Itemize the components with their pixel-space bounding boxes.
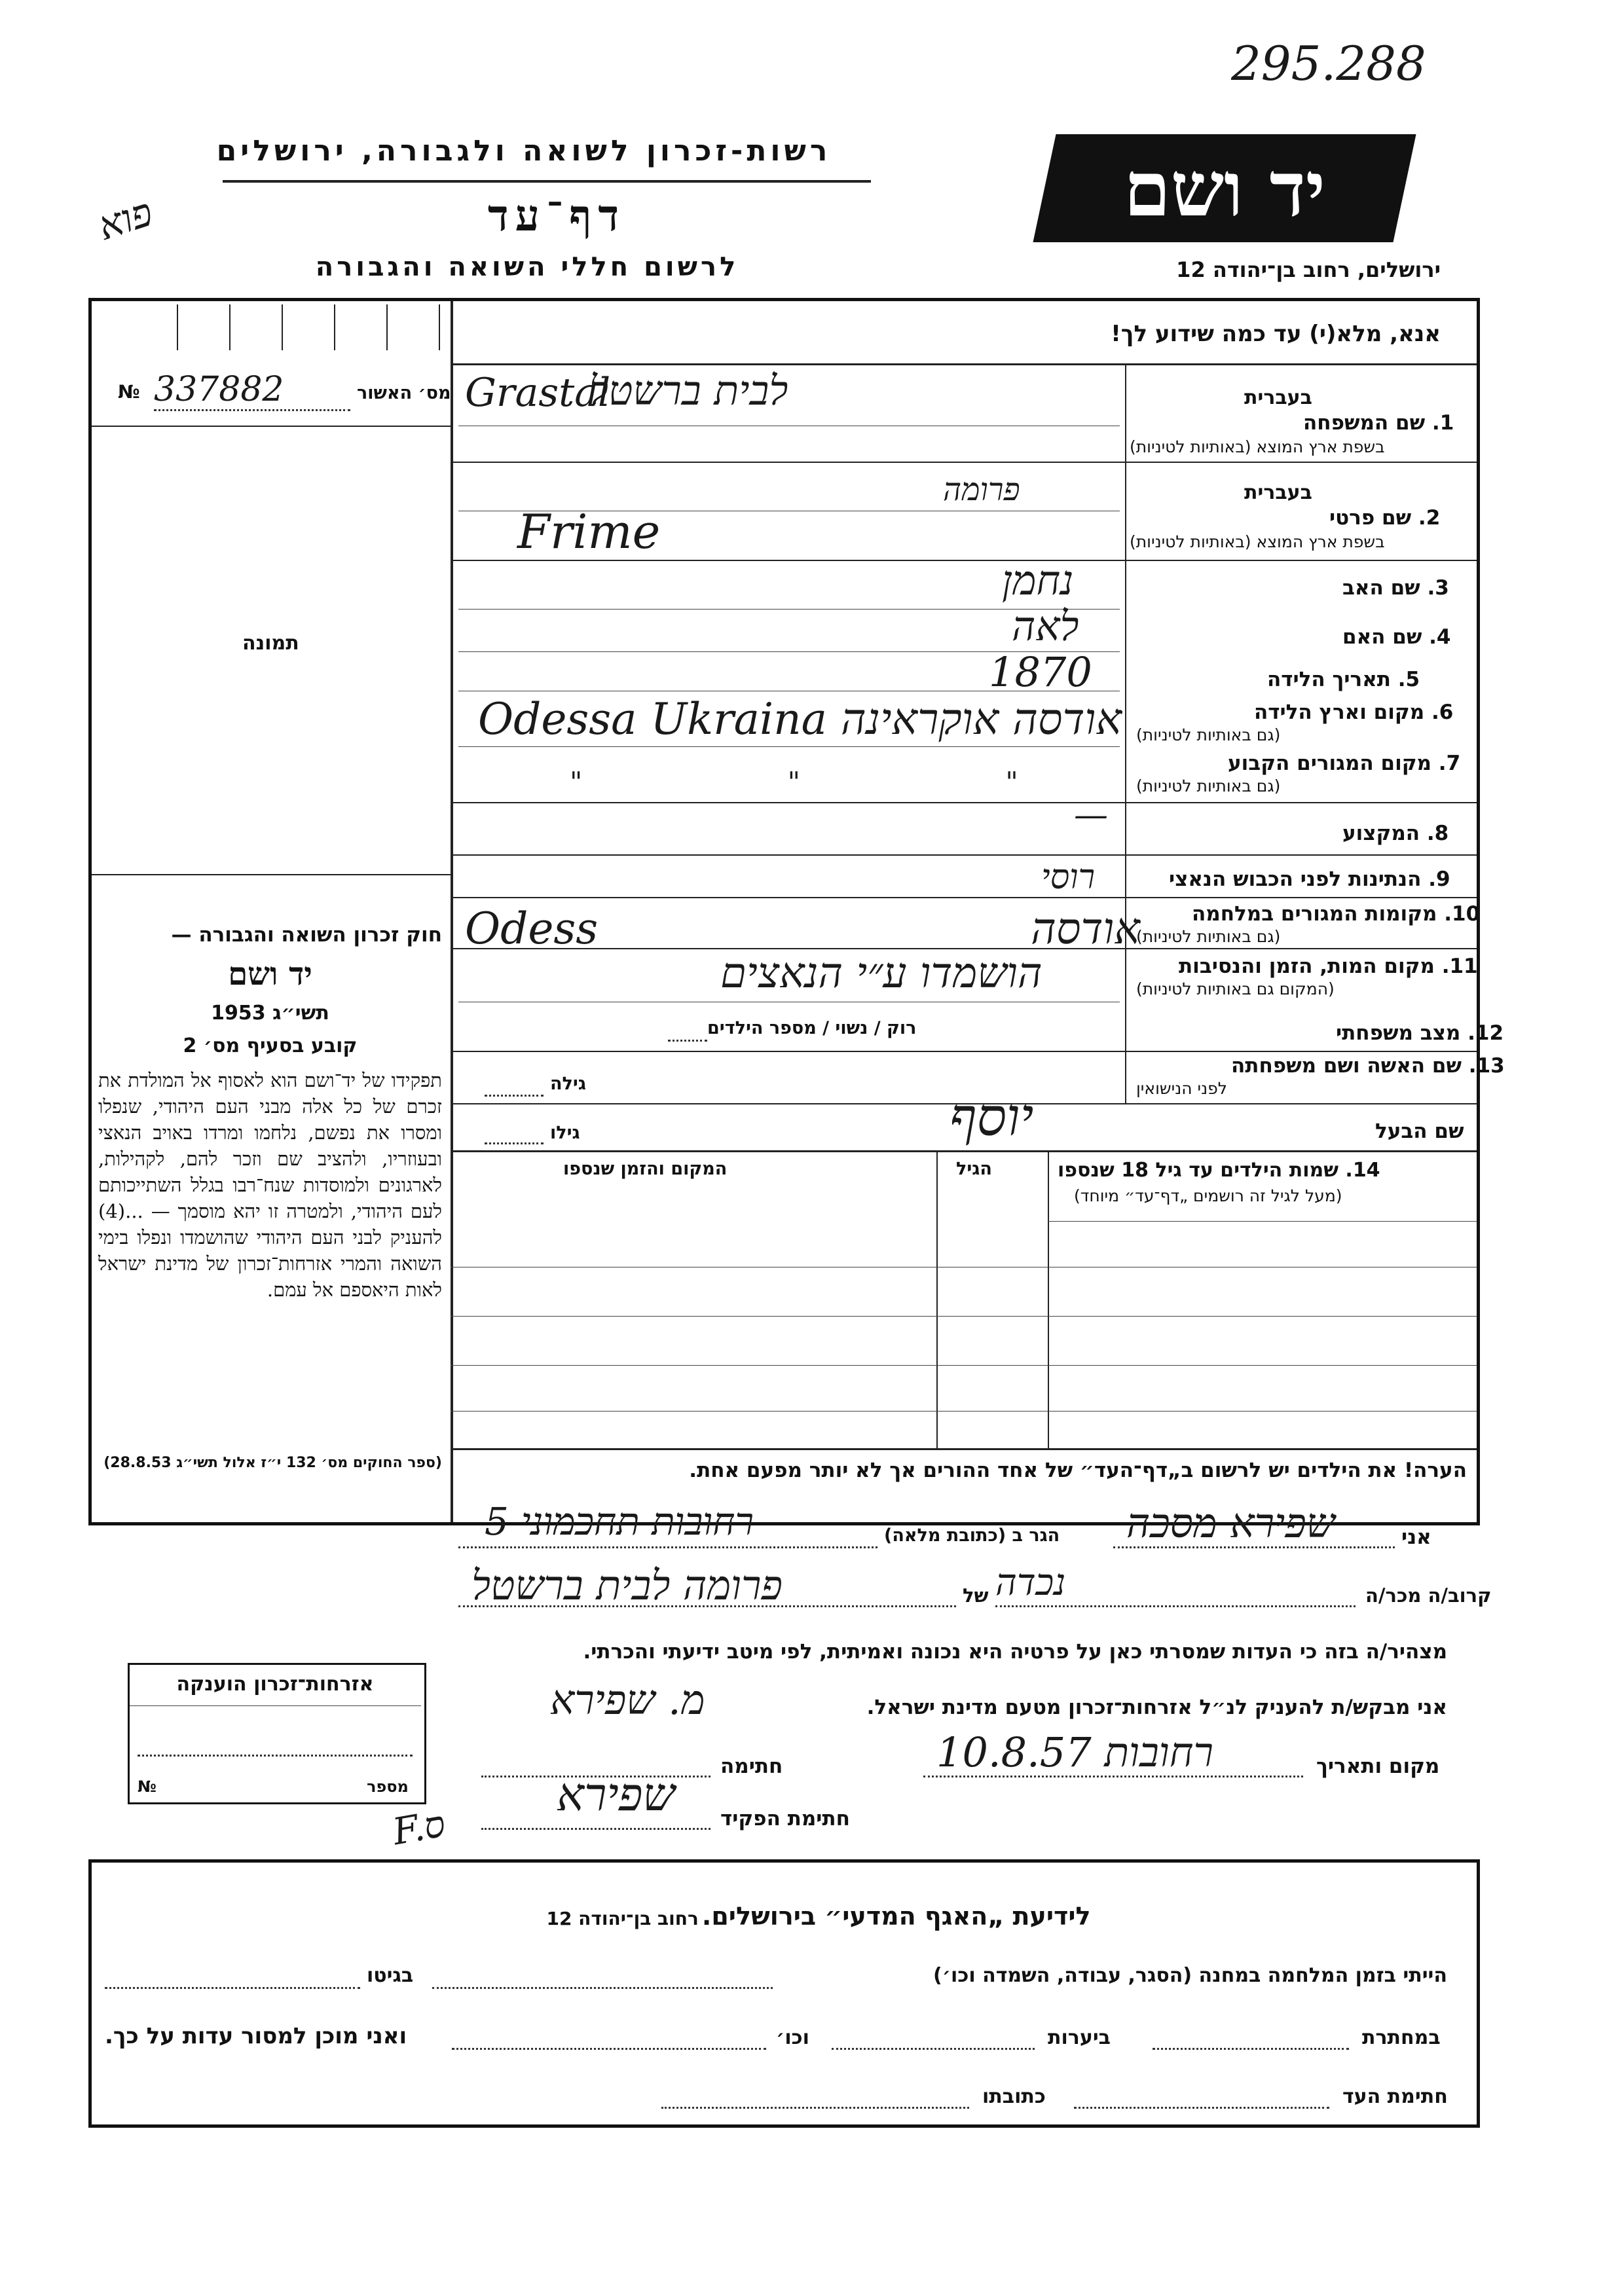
field-10-value: Odess אודסה	[465, 903, 1140, 954]
law-clause: קובע בסעיף מס׳ 2	[183, 1034, 358, 1057]
husband-divider	[451, 1150, 1477, 1152]
field-2-divider	[451, 560, 1477, 561]
field-13-label: 13. שם האשה ושם משפחתה	[1231, 1054, 1505, 1078]
relation-label: קרוב/ה מכר/ה	[1365, 1584, 1492, 1607]
officer-initials: F.ס	[389, 1802, 449, 1854]
place-date-value: רחובות 10.8.57	[936, 1728, 1213, 1776]
of-label: של	[963, 1584, 989, 1607]
children-header-line	[1048, 1221, 1477, 1222]
photo-label: תמונה	[242, 632, 299, 655]
logo-text: יד ושם	[1123, 145, 1326, 234]
citizenship-title-line	[130, 1705, 421, 1706]
officer-signature: שפירא	[557, 1768, 675, 1821]
declarant-label: אני	[1401, 1525, 1431, 1549]
field-13-sub: לפני הנישואין	[1136, 1079, 1227, 1098]
place-column-header: המקום והזמן שנספו	[563, 1159, 728, 1179]
field-13-age-dots	[485, 1095, 544, 1097]
footer-forests: ביערות	[1048, 2026, 1111, 2049]
request-text: אני מבקש/ת להעניק לנ״ל אזרחות־זכרון מטעם מדינת ישראל.	[866, 1696, 1447, 1719]
form-title: דף־עד	[487, 190, 626, 241]
children-col-1	[1048, 1150, 1049, 1448]
field-9-value: רוסי	[1041, 858, 1096, 897]
field-7-label: 7. מקום המגורים הקבוע	[1228, 752, 1461, 775]
field-7-value: " " "	[570, 766, 1116, 798]
footer-address-dots	[661, 2107, 969, 2109]
field-2-value-heb: פרומה	[943, 471, 1020, 508]
children-col-2	[936, 1150, 938, 1448]
header-underline	[223, 180, 871, 183]
field-4-value: לאה	[1012, 602, 1079, 650]
law-text: תפקידו של יד־ושם הוא לאסוף אל המולדת את זכרם של כל אלה מבני העם היהודי, שנפלו ומסרו את נפשם, נלחמו ומרדו באויב הנאצי ובעוזריו, ולהציב שם וזכר להם, לקהילות, לארגונים ולמוסדות שנח־רבו בגלל השתייכותם לעם היהודי, ולמטרה זו יהא מוסמך — ...(4) להעניק לבני העם היהודי שהושמדו ונפלו בימי השואה והמרי אזרחות־זכרון של מדינת ישראל לאות היאספם אל עמם.	[98, 1069, 442, 1301]
footer-witness-sign: חתימת העד	[1342, 2085, 1448, 2108]
footer-box	[88, 1859, 1480, 2128]
relation-dots	[995, 1605, 1356, 1607]
footer-etc-dots	[452, 2048, 766, 2050]
address-dots	[458, 1546, 877, 1548]
footer-ghetto-dots	[105, 1987, 360, 1989]
field-1-value-heb: לבית ברשטל	[589, 367, 788, 414]
cert-number: 337882	[154, 370, 284, 409]
footer-title: לידיעת „האגף המדעי״ בירושלים. רחוב בן־יהודה 12	[546, 1902, 1091, 1931]
of-value: פרומה לבית ברשטל	[471, 1561, 783, 1609]
husband-age-label: גילו	[550, 1123, 580, 1143]
field-6-sub: (גם באותיות לטיניות)	[1136, 725, 1281, 744]
footer-willing: ואני מוכן למסור עדות על כך.	[105, 2023, 407, 2049]
footer-underground: במחתרת	[1362, 2026, 1441, 2049]
field-1-sub: בשפת ארץ המוצא (באותיות לטיניות)	[1130, 437, 1385, 456]
place-date-dots	[923, 1776, 1303, 1777]
footer-line1-text: הייתי בזמן המלחמה במחנה (הסגר, עבודה, השמדה וכו׳)	[933, 1964, 1447, 1987]
cert-dots	[154, 409, 350, 411]
citizenship-title: אזרחות־זכרון הוענקה	[176, 1673, 374, 1696]
field-8-value: —	[1074, 795, 1108, 835]
field-8-divider	[451, 854, 1477, 856]
law-reference: (ספר החוקים מס׳ 132 י״ז אלול תשי״ג 28.8.53)	[103, 1455, 442, 1471]
husband-age-dots	[485, 1142, 544, 1144]
field-2-sub: בשפת ארץ המוצא (באותיות לטיניות)	[1130, 532, 1385, 551]
field-9-divider	[451, 897, 1477, 898]
field-11-value: הושמדו ע״י הנאצים	[720, 949, 1043, 998]
field-4-label: 4. שם האם	[1342, 625, 1451, 649]
field-5-label: 5. תאריך הלידה	[1267, 668, 1420, 691]
archive-number: 295.288	[1231, 36, 1426, 91]
cert-label: מס׳ האשור	[357, 383, 451, 403]
age-column-header: הגיל	[956, 1159, 992, 1179]
cert-divider	[92, 426, 451, 427]
field-10-label: 10. מקומות המגורים במלחמה	[1192, 902, 1481, 926]
field-11-label: 11. מקום המות, הזמן והנסיבות	[1179, 955, 1478, 978]
footer-camp-dots	[432, 1987, 773, 1989]
children-note: הערה! את הילדים יש לרשום ב„דף־העד״ של אחד ההורים אך לא יותר מפעם אחת.	[689, 1459, 1467, 1482]
label-column-divider	[1125, 363, 1126, 1103]
citizenship-number-label: מספר	[367, 1777, 409, 1796]
children-row-3	[451, 1365, 1477, 1366]
law-name: יד ושם	[228, 956, 312, 993]
field-7-sub: (גם באותיות לטיניות)	[1136, 776, 1281, 795]
field-2-value-latin: Frime	[517, 504, 661, 559]
heb-tag-2: בעברית	[1244, 481, 1312, 504]
field-5-value: 1870	[989, 648, 1092, 696]
authority-name: רשות-זכרון לשואה ולגבורה, ירושלים	[216, 134, 832, 168]
margin-note: פוא	[92, 189, 158, 250]
husband-value: יוסף	[950, 1087, 1034, 1148]
request-signature: מ. שפירא	[550, 1676, 705, 1724]
field-14-label: 14. שמות הילדים עד גיל 18 שנספו	[1058, 1159, 1380, 1182]
law-title: חוק זכרון השואה והגבורה —	[171, 923, 442, 947]
children-row-2	[451, 1316, 1477, 1317]
declaration-text: מצהיר/ה בזה כי העדות שמסרתי כאן על פרטיה היא נכונה ואמיתית, לפי מיטב ידיעתי והכרתי.	[583, 1640, 1447, 1664]
footer-ghetto: בגיטו	[367, 1964, 414, 1987]
field-6-label: 6. מקום וארץ הלידה	[1254, 701, 1454, 724]
declarant-name: שפירא מסכה	[1126, 1499, 1335, 1547]
citizenship-number-prefix: №	[138, 1777, 157, 1796]
field-12-value: רוק / נשוי / מספר הילדים	[707, 1018, 917, 1038]
field-1-label: 1. שם המשפחה	[1303, 411, 1454, 435]
address: ירושלים, רחוב בן־יהודה 12	[1176, 257, 1441, 282]
field-8-label: 8. המקצוע	[1342, 822, 1449, 845]
field-2-label: 2. שם פרטי	[1329, 506, 1441, 530]
officer-dots	[481, 1828, 710, 1830]
field-9-label: 9. הנתינות לפני הכבוש הנאצי	[1169, 867, 1450, 891]
field-14-sub: (מעל לגיל זה רושמים „דף־עד״ מיוחד)	[1074, 1186, 1342, 1205]
footer-underground-dots	[1153, 2048, 1349, 2050]
officer-label: חתימת הפקיד	[720, 1807, 850, 1831]
photo-divider	[92, 874, 451, 875]
signature-label: חתימה	[720, 1755, 783, 1778]
relation-value: נכדה	[995, 1561, 1066, 1604]
field-3-value: נחמן	[1002, 556, 1074, 604]
place-date-label: מקום ותאריך	[1316, 1755, 1440, 1778]
field-13-age-label: גילה	[550, 1074, 586, 1094]
footer-etc: וכו׳	[776, 2026, 809, 2049]
field-7-divider	[451, 802, 1477, 803]
declarant-address: רחובות תחכמוני 5	[485, 1499, 754, 1544]
field-12-label: 12. מצב משפחתי	[1336, 1021, 1504, 1045]
field-12-divider	[451, 1051, 1477, 1052]
form-subtitle: לרשום חללי השואה והגבורה	[315, 252, 739, 282]
sidebar-divider	[451, 301, 453, 1522]
footer-forests-dots	[832, 2048, 1035, 2050]
field-10-sub: (גם באותיות לטיניות)	[1136, 927, 1281, 946]
citizenship-line-1	[138, 1755, 413, 1757]
field-6-value: Odessa Ukraina אודסה אוקראינה	[478, 694, 1122, 744]
instruction-divider	[451, 363, 1477, 365]
field-11-sub: (המקום גם באותיות לטיניות)	[1136, 979, 1335, 998]
cert-prefix: №	[118, 381, 140, 403]
children-row-4	[451, 1411, 1477, 1412]
declarant-name-dots	[1113, 1546, 1395, 1548]
law-year: תשי״ג 1953	[211, 1002, 329, 1025]
field-3-label: 3. שם האב	[1342, 576, 1449, 600]
address-label: הגר ב (כתובת מלאה)	[884, 1525, 1060, 1546]
of-dots	[458, 1605, 956, 1607]
heb-tag-1: בעברית	[1244, 386, 1312, 409]
field-6-line	[458, 746, 1120, 747]
field-12-dots	[668, 1040, 707, 1042]
children-bottom	[451, 1448, 1477, 1450]
husband-label: שם הבעל	[1375, 1120, 1464, 1143]
footer-witness-dots	[1074, 2107, 1329, 2109]
field-1-divider	[451, 462, 1477, 463]
footer-address: כתובתו	[982, 2085, 1046, 2108]
instruction: אנא, מלא(י) עד כמה שידוע לך!	[1111, 321, 1441, 347]
field-1-value-latin: Grastal	[465, 370, 611, 416]
